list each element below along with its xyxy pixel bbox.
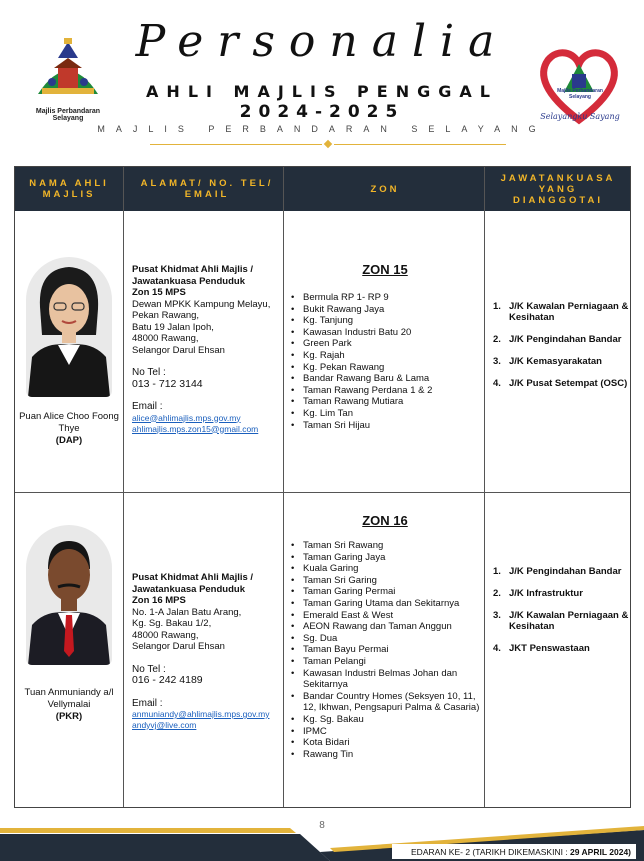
column-divider bbox=[123, 167, 124, 807]
list-item: • Bandar Rawang Baru & Lama bbox=[287, 373, 482, 385]
tel-label: No Tel : bbox=[132, 367, 166, 378]
list-item: 2. J/K Pengindahan Bandar bbox=[493, 334, 622, 345]
mps-logo-left-text: Majlis Perbandaran Selayang bbox=[35, 108, 101, 122]
office-zone: Zon 16 MPS bbox=[132, 595, 186, 606]
header-zon-text: ZON bbox=[370, 183, 400, 195]
committee-text: J/K Kawalan Perniagaan & Kesihatan bbox=[509, 301, 629, 323]
edaran-label: EDARAN KE- 2 (TARIKH DIKEMASKINI : bbox=[411, 847, 568, 857]
list-item: • Taman Garing Utama dan Sekitarnya bbox=[287, 598, 482, 610]
member-name-text: Puan Alice Choo Foong Thye bbox=[19, 411, 119, 434]
list-item: • Bermula RP 1- RP 9 bbox=[287, 292, 482, 304]
zone-list bbox=[287, 540, 482, 760]
email-label: Email : bbox=[132, 697, 163, 709]
portrait-man-icon bbox=[26, 525, 112, 665]
address-line: No. 1-A Jalan Batu Arang, bbox=[132, 606, 242, 618]
personnel-table bbox=[14, 166, 631, 808]
committee-text: J/K Pengindahan Bandar bbox=[509, 334, 622, 345]
tel-number: 013 - 712 3144 bbox=[132, 377, 203, 390]
header-nama-text: NAMA AHLI MAJLIS bbox=[29, 178, 109, 200]
title-years: 2024-2025 bbox=[239, 102, 405, 122]
email-link[interactable]: alice@ahlimajlis.mps.gov.my bbox=[132, 412, 241, 423]
list-item: • Kg. Rajah bbox=[287, 350, 482, 362]
avatar-anmuniandy bbox=[26, 525, 112, 665]
list-item: • Taman Pelangi bbox=[287, 656, 482, 668]
address-line: Selangor Darul Ehsan bbox=[132, 344, 225, 356]
list-item: • Rawang Tin bbox=[287, 749, 482, 761]
title-main: AHLI MAJLIS PENGGAL bbox=[146, 82, 498, 101]
list-item: • Taman Garing Permai bbox=[287, 586, 482, 598]
portrait-woman-icon bbox=[26, 257, 112, 397]
tel-label: No Tel : bbox=[132, 663, 166, 675]
committee-list bbox=[491, 301, 631, 400]
list-item: • Taman Sri Rawang bbox=[287, 540, 482, 552]
header-zon bbox=[285, 167, 485, 211]
address-line: Selangor Darul Ehsan bbox=[132, 641, 225, 652]
list-item: • Kota Bidari bbox=[287, 737, 482, 749]
committee-text: J/K Pusat Setempat (OSC) bbox=[509, 378, 628, 389]
office-zone: Zon 15 MPS bbox=[132, 287, 186, 298]
email-link[interactable]: ahlimajlis.mps.zon15@gmail.com bbox=[132, 423, 259, 434]
list-item: 3. J/K Kemasyarakatan bbox=[493, 356, 602, 367]
header-alamat-text: ALAMAT/ NO. TEL/ EMAIL bbox=[140, 178, 274, 200]
list-item: • IPMC bbox=[287, 726, 482, 738]
member-party: (DAP) bbox=[55, 435, 83, 446]
edaran-date: 29 APRIL 2024) bbox=[570, 847, 631, 857]
logo-right-inner-text: Majlis Perbandaran Selayang bbox=[557, 88, 603, 100]
committee-text: J/K Pengindahan Bandar bbox=[509, 566, 622, 577]
list-item: • Kawasan Industri Belmas Johan dan Sekitarnya bbox=[287, 668, 482, 691]
member-name bbox=[15, 411, 123, 447]
member-name bbox=[15, 687, 123, 723]
selayangku-logo-right bbox=[534, 44, 624, 128]
list-item: • Kg. Pekan Rawang bbox=[287, 362, 482, 374]
list-item: • Kuala Garing bbox=[287, 563, 482, 575]
list-item: • Taman Sri Hijau bbox=[287, 420, 482, 432]
member-party: (PKR) bbox=[55, 711, 83, 722]
committee-text: J/K Kawalan Perniagaan & Kesihatan bbox=[509, 610, 629, 632]
list-item: • Taman Rawang Perdana 1 & 2 bbox=[287, 385, 482, 397]
list-item: • Sg. Dua bbox=[287, 633, 482, 645]
title-subtitle: MAJLIS PERBANDARAN SELAYANG bbox=[97, 124, 547, 134]
list-item: • Taman Sri Garing bbox=[287, 575, 482, 587]
list-item: • Taman Garing Jaya bbox=[287, 552, 482, 564]
list-item: 1. J/K Kawalan Perniagaan & Kesihatan bbox=[493, 301, 629, 323]
logo-right-slogan: Selayangku Sayang bbox=[540, 112, 620, 121]
list-item: • Emerald East & West bbox=[287, 610, 482, 622]
list-item: • Bandar Country Homes (Seksyen 10, 11, 12, Ikhwan, Pengsapuri Palma & Casaria) bbox=[287, 691, 482, 714]
header-alamat bbox=[131, 167, 283, 211]
address-line: Batu 19 Jalan Ipoh, bbox=[132, 321, 214, 333]
committee-text: J/K Infrastruktur bbox=[509, 588, 583, 599]
list-item: • Kawasan Industri Batu 20 bbox=[287, 327, 482, 339]
address-line: 48000 Rawang, bbox=[132, 629, 199, 641]
address-block bbox=[132, 572, 282, 731]
zone-title: ZON 15 bbox=[362, 262, 408, 277]
committee-text: J/K Kemasyarakatan bbox=[509, 356, 602, 367]
list-item: 3. J/K Kawalan Perniagaan & Kesihatan bbox=[493, 610, 629, 632]
zone-list bbox=[287, 292, 482, 431]
avatar-alice-choo bbox=[26, 257, 112, 397]
list-item: 4. J/K Pusat Setempat (OSC) bbox=[493, 378, 628, 389]
header-nama bbox=[23, 167, 115, 211]
column-divider bbox=[283, 167, 284, 807]
list-item: • Bukit Rawang Jaya bbox=[287, 304, 482, 316]
address-line: Kg. Sg. Bakau 1/2, bbox=[132, 618, 212, 629]
list-item: • Kg. Sg. Bakau bbox=[287, 714, 482, 726]
list-item: 1. J/K Pengindahan Bandar bbox=[493, 566, 622, 577]
edaran-note bbox=[396, 847, 631, 857]
tel-number: 016 - 242 4189 bbox=[132, 674, 203, 686]
row-divider bbox=[15, 492, 630, 493]
list-item: 4. JKT Penswastaan bbox=[493, 643, 590, 654]
gold-rule-left bbox=[150, 144, 322, 145]
address-line: Pekan Rawang, bbox=[132, 310, 200, 321]
office-title: Pusat Khidmat Ahli Majlis / Jawatankuasa Penduduk bbox=[132, 264, 254, 287]
table-header bbox=[15, 167, 630, 211]
committee-list bbox=[491, 566, 631, 665]
list-item: • Taman Bayu Permai bbox=[287, 644, 482, 656]
email-link[interactable]: andyvj@live.com bbox=[132, 720, 197, 730]
list-item: • Green Park bbox=[287, 338, 482, 350]
gold-rule-right bbox=[334, 144, 506, 145]
email-link[interactable]: anmuniandy@ahlimajlis.mps.gov.my bbox=[132, 709, 270, 719]
list-item: • Kg. Lim Tan bbox=[287, 408, 482, 420]
address-line: Dewan MPKK Kampung Melayu, bbox=[132, 298, 271, 310]
address-block bbox=[132, 264, 282, 435]
address-line: 48000 Rawang, bbox=[132, 333, 199, 344]
header-jawatankuasa-text: JAWATANKUASA YANG DIANGGOTAI bbox=[500, 172, 616, 206]
list-item: 2. J/K Infrastruktur bbox=[493, 588, 583, 599]
zone-title: ZON 16 bbox=[362, 513, 408, 528]
list-item: • AEON Rawang dan Taman Anggun bbox=[287, 621, 482, 633]
title-script: Personalia bbox=[135, 16, 509, 67]
list-item: • Taman Rawang Mutiara bbox=[287, 396, 482, 408]
email-label: Email : bbox=[132, 401, 163, 412]
gold-diamond-icon bbox=[324, 140, 332, 148]
header-jawatankuasa bbox=[493, 167, 623, 211]
office-title: Pusat Khidmat Ahli Majlis / Jawatankuasa Penduduk bbox=[132, 572, 254, 595]
page-number: 8 bbox=[319, 820, 325, 831]
member-name-text: Tuan Anmuniandy a/l Vellymalai bbox=[24, 687, 114, 710]
committee-text: JKT Penswastaan bbox=[509, 643, 590, 654]
list-item: • Kg. Tanjung bbox=[287, 315, 482, 327]
